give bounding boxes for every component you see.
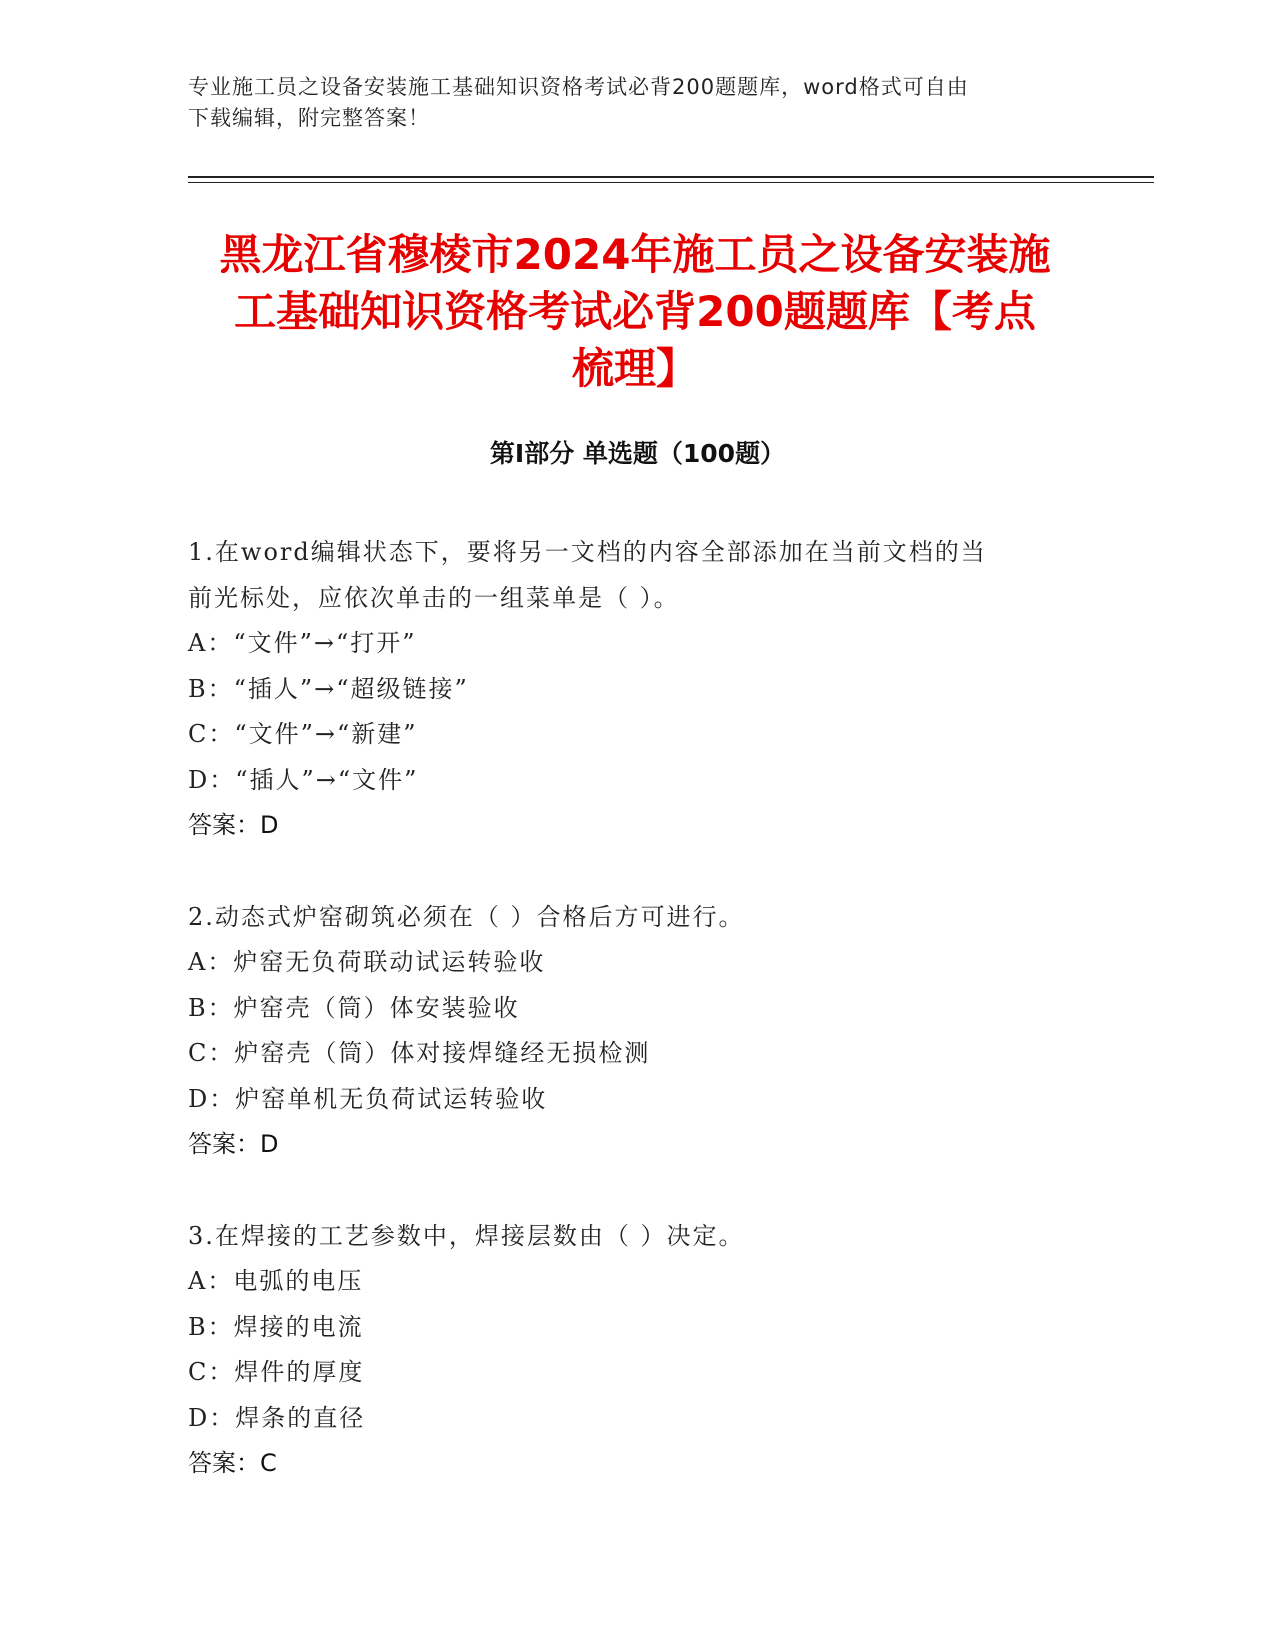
header-note-line-2: 下载编辑，附完整答案！ — [188, 106, 430, 130]
option-d: D：炉窑单机无负荷试运转验收 — [188, 1084, 548, 1113]
question-stem: 1.在word编辑状态下，要将另一文档的内容全部添加在当前文档的当 — [188, 538, 987, 566]
header-note-line-1: 专业施工员之设备安装施工基础知识资格考试必背200题题库，word格式可自由 — [188, 75, 969, 99]
document-title-line-2: 工基础知识资格考试必背200题题库【考点 — [234, 287, 1036, 336]
option-a: A：电弧的电压 — [188, 1267, 364, 1295]
header-divider-thin — [188, 182, 1154, 183]
header-note — [188, 72, 1088, 134]
answer: 答案：D — [188, 811, 279, 839]
option-a: A：炉窑无负荷联动试运转验收 — [188, 948, 546, 976]
option-b: B：焊接的电流 — [188, 1312, 364, 1341]
document-title — [150, 226, 1120, 397]
option-c: C：炉窑壳（筒）体对接焊缝经无损检测 — [188, 1039, 651, 1067]
question-stem: 3.在焊接的工艺参数中，焊接层数由（ ）决定。 — [188, 1221, 745, 1250]
document-title-line-1: 黑龙江省穆棱市2024年施工员之设备安装施 — [219, 230, 1051, 279]
question-3 — [188, 1214, 1088, 1487]
option-d: D：“插人”→“文件” — [188, 765, 419, 794]
question-stem: 2.动态式炉窑砌筑必须在（ ）合格后方可进行。 — [188, 902, 745, 931]
header-divider-thick — [188, 176, 1154, 178]
answer: 答案：D — [188, 1130, 279, 1158]
document-title-line-3: 梳理】 — [571, 344, 698, 393]
section-title: 第Ⅰ部分 单选题（100题） — [489, 439, 786, 468]
question-list — [188, 530, 1088, 1533]
option-b: B：炉窑壳（筒）体安装验收 — [188, 993, 520, 1022]
option-b: B：“插人”→“超级链接” — [188, 674, 469, 703]
answer: 答案：C — [188, 1449, 277, 1477]
option-c: C：“文件”→“新建” — [188, 720, 418, 748]
question-2 — [188, 895, 1088, 1168]
question-1 — [188, 530, 1088, 849]
option-a: A：“文件”→“打开” — [188, 629, 417, 657]
option-d: D：焊条的直径 — [188, 1403, 366, 1432]
option-c: C：焊件的厚度 — [188, 1358, 365, 1386]
question-stem-continued: 前光标处，应依次单击的一组菜单是（ ）。 — [188, 583, 680, 612]
